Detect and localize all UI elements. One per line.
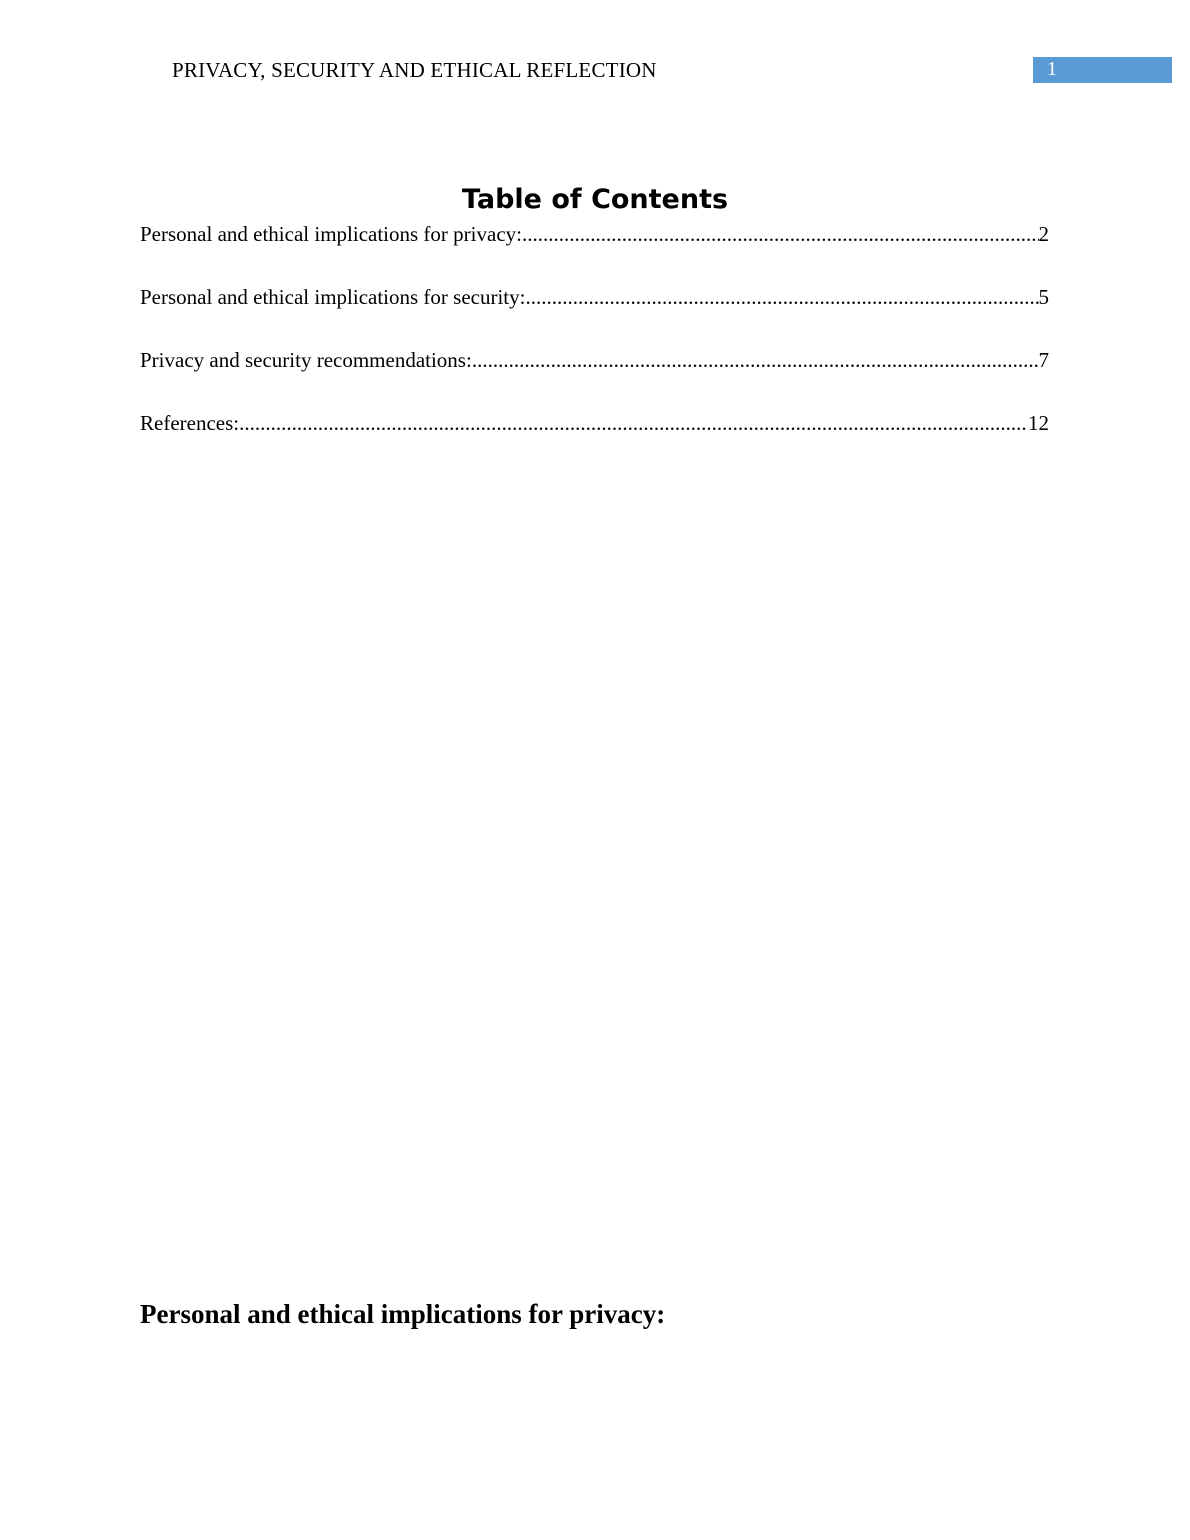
toc-dot-leader (239, 411, 1028, 436)
toc-entry-references[interactable] (140, 411, 1049, 474)
toc-entry-text: References: (140, 411, 240, 435)
toc-entry-page: 12 (1028, 411, 1049, 435)
toc-dot-leader (472, 348, 1039, 373)
toc-entry-text: Personal and ethical implications for security: (140, 285, 526, 309)
toc-entry-page: 7 (1038, 348, 1049, 372)
toc-entry-privacy[interactable] (140, 222, 1049, 285)
toc-entry-recommendations[interactable] (140, 348, 1049, 411)
toc-entry-security[interactable] (140, 285, 1049, 348)
table-of-contents (140, 222, 1049, 474)
page-number-box (1033, 57, 1172, 83)
running-header-title: PRIVACY, SECURITY AND ETHICAL REFLECTION (172, 58, 657, 82)
section-heading: Personal and ethical implications for privacy: (140, 1299, 666, 1329)
toc-entry-text: Privacy and security recommendations: (140, 348, 472, 372)
toc-entry-page: 5 (1038, 285, 1049, 309)
toc-entry-text: Personal and ethical implications for privacy: (140, 222, 522, 246)
toc-entry-page: 2 (1038, 222, 1049, 246)
page-number: 1 (1047, 58, 1057, 80)
toc-dot-leader (522, 222, 1039, 247)
toc-heading: Table of Contents (461, 184, 729, 215)
toc-dot-leader (525, 285, 1038, 310)
